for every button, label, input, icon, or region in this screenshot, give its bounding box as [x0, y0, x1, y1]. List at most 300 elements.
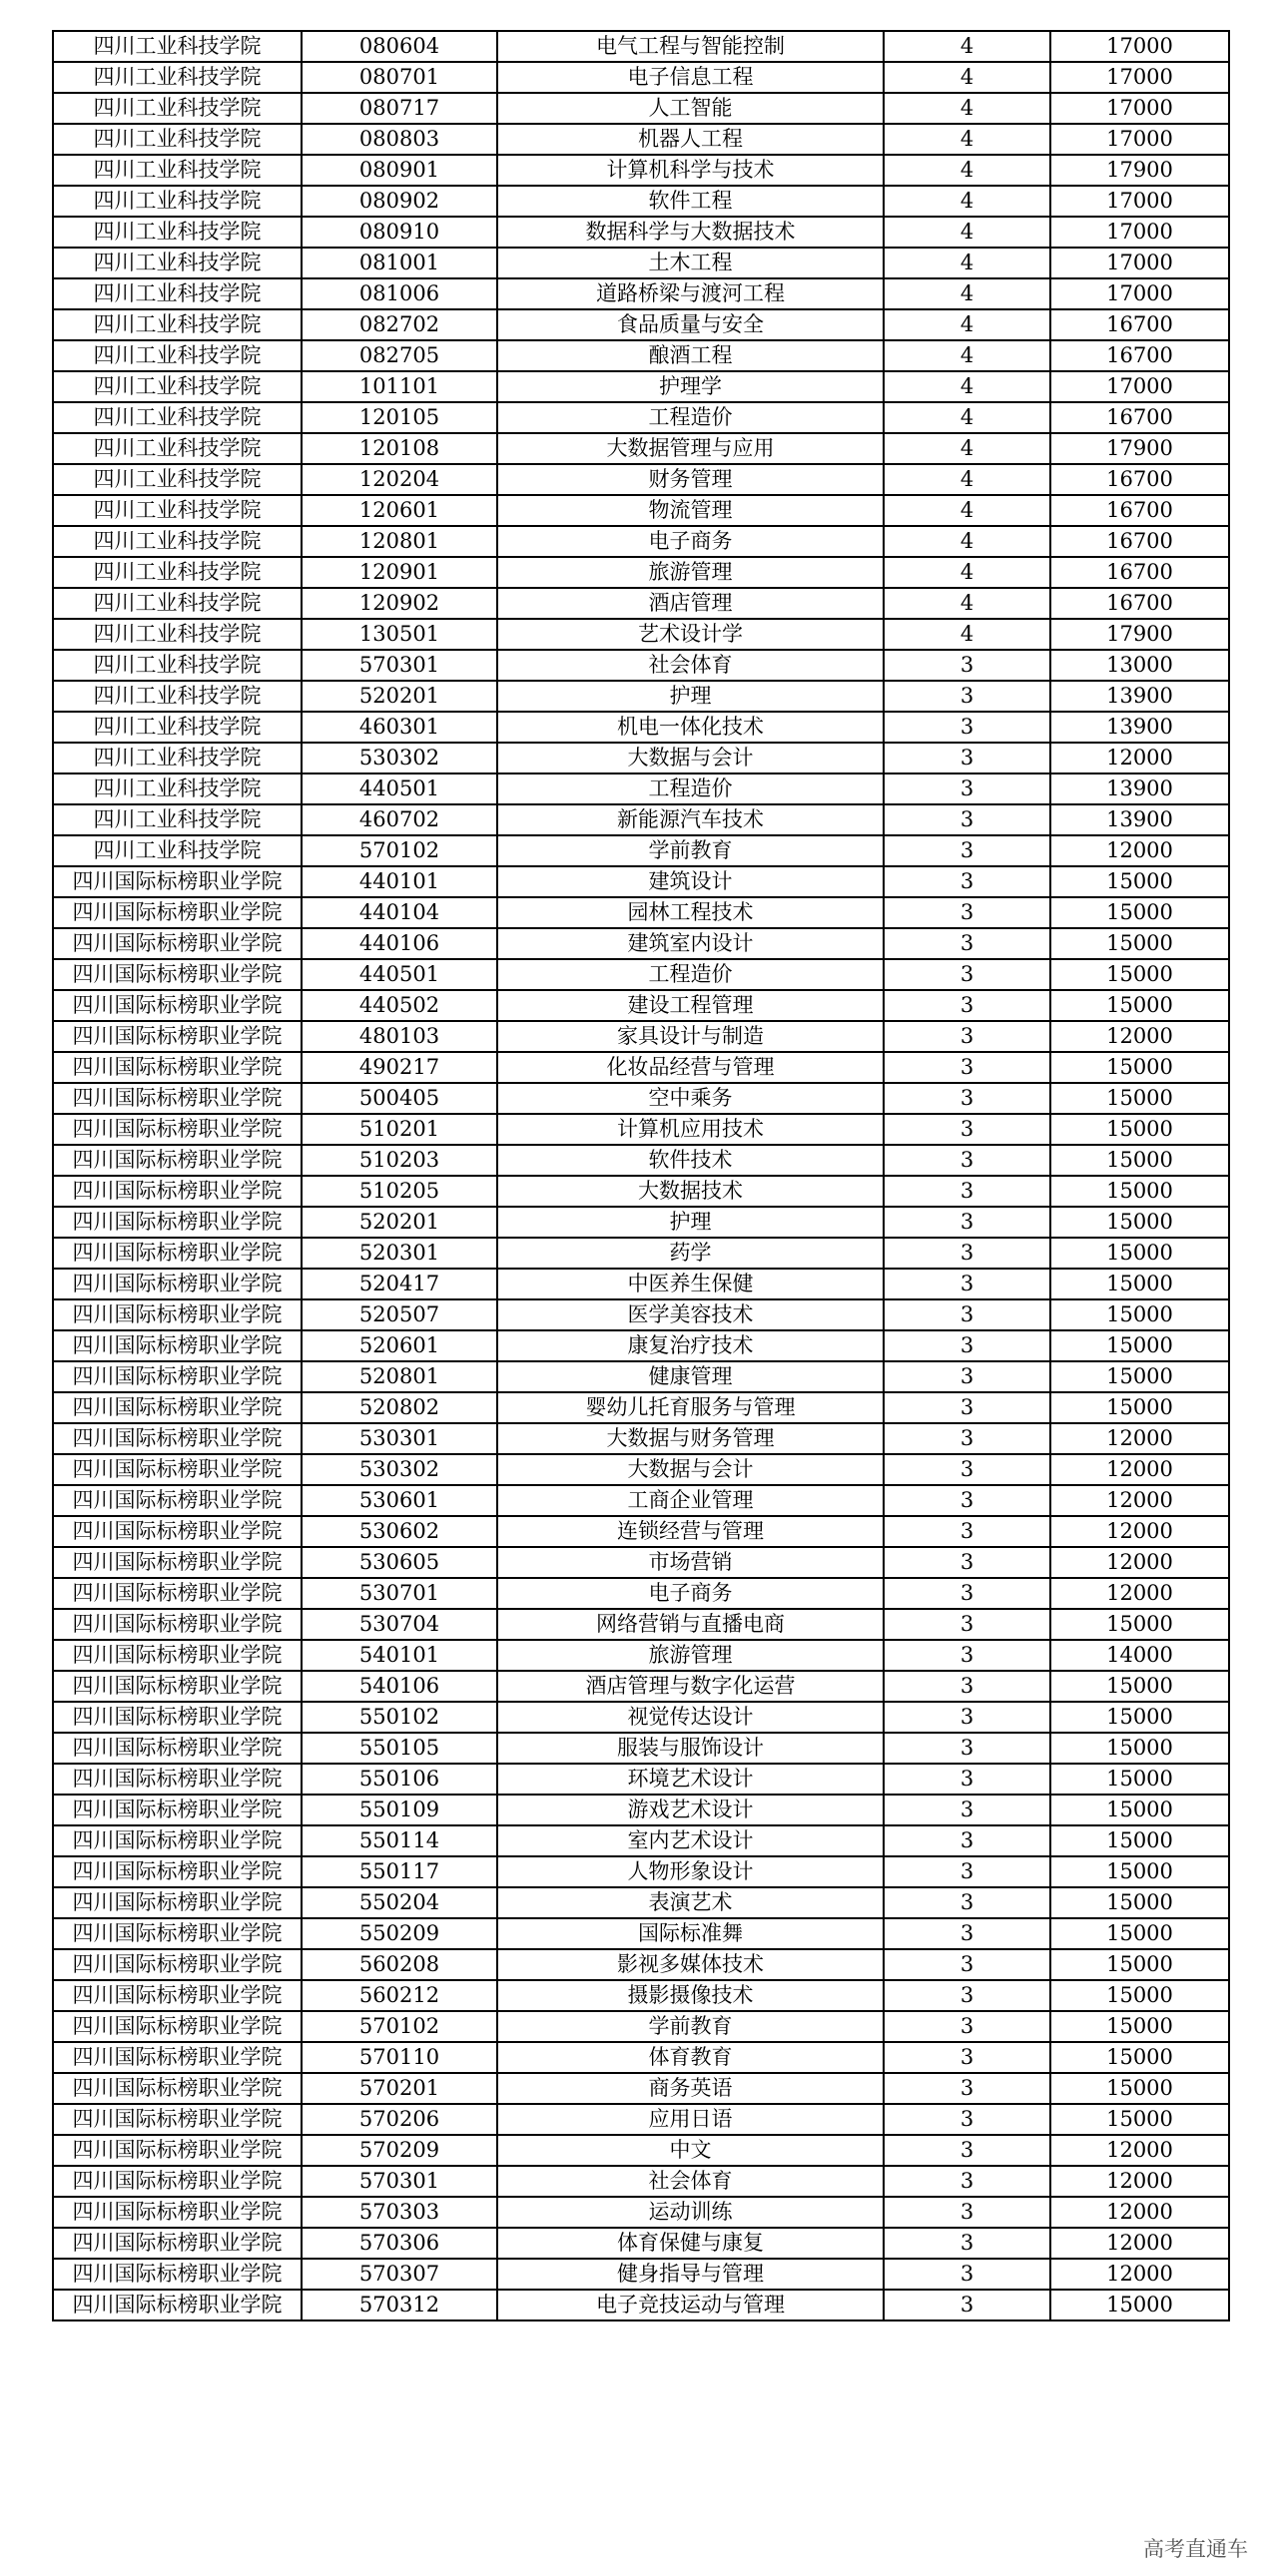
watermark-text: 高考直通车 [1143, 2537, 1248, 2561]
major-code-cell: 440104 [302, 897, 497, 928]
major-name-cell: 大数据技术 [497, 1176, 884, 1207]
tuition-cell: 15000 [1050, 959, 1229, 990]
duration-cell: 3 [884, 2228, 1050, 2259]
major-name-cell: 艺术设计学 [497, 619, 884, 650]
major-name-cell: 社会体育 [497, 650, 884, 681]
school-cell: 四川国际标榜职业学院 [53, 1145, 302, 1176]
school-cell: 四川工业科技学院 [53, 495, 302, 526]
table-row [53, 1361, 1229, 1392]
major-code-cell: 570102 [302, 2011, 497, 2042]
major-name-cell: 婴幼儿托育服务与管理 [497, 1392, 884, 1423]
tuition-cell: 12000 [1050, 743, 1229, 773]
tuition-cell: 12000 [1050, 2197, 1229, 2228]
major-code-cell: 520507 [302, 1299, 497, 1330]
tuition-cell: 15000 [1050, 2290, 1229, 2320]
tuition-cell: 15000 [1050, 1856, 1229, 1887]
major-code-cell: 440101 [302, 866, 497, 897]
tuition-cell: 12000 [1050, 1485, 1229, 1516]
duration-cell: 3 [884, 1454, 1050, 1485]
duration-cell: 3 [884, 928, 1050, 959]
duration-cell: 3 [884, 835, 1050, 866]
table-row [53, 866, 1229, 897]
duration-cell: 4 [884, 278, 1050, 309]
major-code-cell: 520801 [302, 1361, 497, 1392]
major-name-cell: 环境艺术设计 [497, 1764, 884, 1795]
major-name-cell: 电子竞技运动与管理 [497, 2290, 884, 2320]
tuition-cell: 17000 [1050, 186, 1229, 217]
duration-cell: 3 [884, 2290, 1050, 2320]
duration-cell: 3 [884, 743, 1050, 773]
major-code-cell: 082705 [302, 340, 497, 371]
duration-cell: 3 [884, 1918, 1050, 1949]
major-code-cell: 550117 [302, 1856, 497, 1887]
major-code-cell: 440501 [302, 959, 497, 990]
school-cell: 四川工业科技学院 [53, 433, 302, 464]
major-code-cell: 570312 [302, 2290, 497, 2320]
tuition-cell: 15000 [1050, 1176, 1229, 1207]
duration-cell: 3 [884, 1671, 1050, 1702]
table-row [53, 1299, 1229, 1330]
tuition-cell: 15000 [1050, 1609, 1229, 1640]
major-name-cell: 旅游管理 [497, 557, 884, 588]
major-name-cell: 数据科学与大数据技术 [497, 217, 884, 248]
tuition-cell: 15000 [1050, 1145, 1229, 1176]
school-cell: 四川国际标榜职业学院 [53, 1547, 302, 1578]
major-name-cell: 工程造价 [497, 402, 884, 433]
duration-cell: 4 [884, 62, 1050, 93]
duration-cell: 3 [884, 1702, 1050, 1733]
tuition-cell: 15000 [1050, 1392, 1229, 1423]
duration-cell: 4 [884, 402, 1050, 433]
table-row [53, 1856, 1229, 1887]
school-cell: 四川国际标榜职业学院 [53, 2259, 302, 2290]
table-row [53, 31, 1229, 62]
major-name-cell: 康复治疗技术 [497, 1330, 884, 1361]
duration-cell: 3 [884, 2042, 1050, 2073]
major-name-cell: 旅游管理 [497, 1640, 884, 1671]
major-name-cell: 人工智能 [497, 93, 884, 124]
school-cell: 四川国际标榜职业学院 [53, 1949, 302, 1980]
major-code-cell: 570206 [302, 2104, 497, 2135]
school-cell: 四川国际标榜职业学院 [53, 1887, 302, 1918]
school-cell: 四川国际标榜职业学院 [53, 1485, 302, 1516]
tuition-cell: 15000 [1050, 2073, 1229, 2104]
major-name-cell: 工商企业管理 [497, 1485, 884, 1516]
duration-cell: 3 [884, 1547, 1050, 1578]
tuition-cell: 15000 [1050, 897, 1229, 928]
major-code-cell: 460301 [302, 712, 497, 743]
major-code-cell: 510201 [302, 1114, 497, 1145]
duration-cell: 4 [884, 309, 1050, 340]
school-cell: 四川国际标榜职业学院 [53, 1671, 302, 1702]
major-name-cell: 中医养生保健 [497, 1269, 884, 1299]
table-row [53, 650, 1229, 681]
school-cell: 四川工业科技学院 [53, 371, 302, 402]
school-cell: 四川工业科技学院 [53, 619, 302, 650]
table-row [53, 1516, 1229, 1547]
major-code-cell: 120108 [302, 433, 497, 464]
table-row [53, 2073, 1229, 2104]
major-name-cell: 财务管理 [497, 464, 884, 495]
tuition-cell: 15000 [1050, 1671, 1229, 1702]
school-cell: 四川国际标榜职业学院 [53, 866, 302, 897]
school-cell: 四川工业科技学院 [53, 217, 302, 248]
major-code-cell: 130501 [302, 619, 497, 650]
tuition-cell: 15000 [1050, 928, 1229, 959]
table-row [53, 402, 1229, 433]
school-cell: 四川国际标榜职业学院 [53, 2197, 302, 2228]
major-code-cell: 550102 [302, 1702, 497, 1733]
duration-cell: 3 [884, 1361, 1050, 1392]
duration-cell: 3 [884, 773, 1050, 804]
major-name-cell: 化妆品经营与管理 [497, 1052, 884, 1083]
school-cell: 四川国际标榜职业学院 [53, 959, 302, 990]
major-code-cell: 510205 [302, 1176, 497, 1207]
table-row [53, 248, 1229, 278]
table-row [53, 1949, 1229, 1980]
major-code-cell: 120902 [302, 588, 497, 619]
table-row [53, 1825, 1229, 1856]
school-cell: 四川工业科技学院 [53, 588, 302, 619]
table-row [53, 124, 1229, 155]
tuition-cell: 13000 [1050, 650, 1229, 681]
table-row [53, 1578, 1229, 1609]
school-cell: 四川工业科技学院 [53, 62, 302, 93]
major-name-cell: 计算机科学与技术 [497, 155, 884, 186]
school-cell: 四川国际标榜职业学院 [53, 1856, 302, 1887]
major-name-cell: 物流管理 [497, 495, 884, 526]
duration-cell: 3 [884, 681, 1050, 712]
duration-cell: 3 [884, 1764, 1050, 1795]
table-row [53, 340, 1229, 371]
table-row [53, 217, 1229, 248]
duration-cell: 3 [884, 712, 1050, 743]
school-cell: 四川国际标榜职业学院 [53, 990, 302, 1021]
table-row [53, 743, 1229, 773]
table-row [53, 1764, 1229, 1795]
major-code-cell: 080701 [302, 62, 497, 93]
tuition-cell: 12000 [1050, 2135, 1229, 2166]
major-code-cell: 570102 [302, 835, 497, 866]
tuition-cell: 15000 [1050, 1702, 1229, 1733]
duration-cell: 4 [884, 124, 1050, 155]
school-cell: 四川国际标榜职业学院 [53, 897, 302, 928]
tuition-cell: 15000 [1050, 1764, 1229, 1795]
table-row [53, 897, 1229, 928]
major-code-cell: 550109 [302, 1795, 497, 1825]
major-name-cell: 学前教育 [497, 835, 884, 866]
duration-cell: 4 [884, 340, 1050, 371]
duration-cell: 4 [884, 371, 1050, 402]
duration-cell: 3 [884, 804, 1050, 835]
table-row [53, 1330, 1229, 1361]
table-row [53, 2197, 1229, 2228]
tuition-cell: 12000 [1050, 1423, 1229, 1454]
school-cell: 四川工业科技学院 [53, 681, 302, 712]
tuition-cell: 12000 [1050, 2166, 1229, 2197]
tuition-cell: 12000 [1050, 1516, 1229, 1547]
duration-cell: 3 [884, 1330, 1050, 1361]
duration-cell: 3 [884, 2166, 1050, 2197]
major-code-cell: 570303 [302, 2197, 497, 2228]
major-code-cell: 570301 [302, 2166, 497, 2197]
duration-cell: 4 [884, 155, 1050, 186]
major-name-cell: 影视多媒体技术 [497, 1949, 884, 1980]
school-cell: 四川工业科技学院 [53, 309, 302, 340]
major-code-cell: 520601 [302, 1330, 497, 1361]
table-row [53, 1640, 1229, 1671]
major-code-cell: 540106 [302, 1671, 497, 1702]
school-cell: 四川工业科技学院 [53, 186, 302, 217]
duration-cell: 3 [884, 1980, 1050, 2011]
major-code-cell: 540101 [302, 1640, 497, 1671]
table-row [53, 2290, 1229, 2320]
major-code-cell: 510203 [302, 1145, 497, 1176]
school-cell: 四川国际标榜职业学院 [53, 2290, 302, 2320]
major-code-cell: 520301 [302, 1238, 497, 1269]
tuition-cell: 15000 [1050, 2011, 1229, 2042]
duration-cell: 3 [884, 1516, 1050, 1547]
table-row [53, 1392, 1229, 1423]
duration-cell: 3 [884, 1176, 1050, 1207]
table-row [53, 1021, 1229, 1052]
major-name-cell: 工程造价 [497, 773, 884, 804]
major-code-cell: 081001 [302, 248, 497, 278]
duration-cell: 3 [884, 866, 1050, 897]
major-name-cell: 医学美容技术 [497, 1299, 884, 1330]
duration-cell: 3 [884, 2104, 1050, 2135]
table-row [53, 2042, 1229, 2073]
major-name-cell: 运动训练 [497, 2197, 884, 2228]
table-row [53, 155, 1229, 186]
tuition-cell: 16700 [1050, 464, 1229, 495]
duration-cell: 3 [884, 2259, 1050, 2290]
major-code-cell: 120901 [302, 557, 497, 588]
major-name-cell: 护理 [497, 681, 884, 712]
table-row [53, 1980, 1229, 2011]
duration-cell: 3 [884, 1640, 1050, 1671]
tuition-cell: 14000 [1050, 1640, 1229, 1671]
table-row [53, 1485, 1229, 1516]
major-name-cell: 大数据管理与应用 [497, 433, 884, 464]
major-name-cell: 护理 [497, 1207, 884, 1238]
duration-cell: 3 [884, 2135, 1050, 2166]
table-row [53, 1052, 1229, 1083]
major-code-cell: 550209 [302, 1918, 497, 1949]
tuition-cell: 17900 [1050, 619, 1229, 650]
table-row [53, 2104, 1229, 2135]
tuition-cell: 15000 [1050, 1299, 1229, 1330]
tuition-cell: 17000 [1050, 124, 1229, 155]
tuition-cell: 15000 [1050, 1238, 1229, 1269]
school-cell: 四川工业科技学院 [53, 402, 302, 433]
tuition-cell: 17000 [1050, 248, 1229, 278]
duration-cell: 3 [884, 1423, 1050, 1454]
school-cell: 四川国际标榜职业学院 [53, 1702, 302, 1733]
table-row [53, 619, 1229, 650]
major-name-cell: 食品质量与安全 [497, 309, 884, 340]
tuition-cell: 17000 [1050, 93, 1229, 124]
major-code-cell: 080902 [302, 186, 497, 217]
duration-cell: 3 [884, 1795, 1050, 1825]
major-code-cell: 550106 [302, 1764, 497, 1795]
duration-cell: 3 [884, 1578, 1050, 1609]
table-row [53, 1423, 1229, 1454]
school-cell: 四川国际标榜职业学院 [53, 2135, 302, 2166]
table-row [53, 681, 1229, 712]
school-cell: 四川国际标榜职业学院 [53, 1299, 302, 1330]
school-cell: 四川国际标榜职业学院 [53, 1733, 302, 1764]
major-name-cell: 市场营销 [497, 1547, 884, 1578]
major-code-cell: 530602 [302, 1516, 497, 1547]
major-name-cell: 健身指导与管理 [497, 2259, 884, 2290]
school-cell: 四川国际标榜职业学院 [53, 1516, 302, 1547]
school-cell: 四川国际标榜职业学院 [53, 1423, 302, 1454]
duration-cell: 3 [884, 1825, 1050, 1856]
duration-cell: 3 [884, 1021, 1050, 1052]
table-row [53, 495, 1229, 526]
major-code-cell: 120601 [302, 495, 497, 526]
table-row [53, 1083, 1229, 1114]
table-row [53, 773, 1229, 804]
tuition-cell: 15000 [1050, 866, 1229, 897]
table-row [53, 1176, 1229, 1207]
major-name-cell: 人物形象设计 [497, 1856, 884, 1887]
major-code-cell: 570306 [302, 2228, 497, 2259]
major-name-cell: 体育保健与康复 [497, 2228, 884, 2259]
major-name-cell: 护理学 [497, 371, 884, 402]
major-name-cell: 计算机应用技术 [497, 1114, 884, 1145]
tuition-cell: 15000 [1050, 1918, 1229, 1949]
major-code-cell: 560208 [302, 1949, 497, 1980]
tuition-cell: 16700 [1050, 557, 1229, 588]
table-row [53, 371, 1229, 402]
duration-cell: 4 [884, 93, 1050, 124]
school-cell: 四川工业科技学院 [53, 557, 302, 588]
major-name-cell: 新能源汽车技术 [497, 804, 884, 835]
duration-cell: 4 [884, 248, 1050, 278]
major-name-cell: 机电一体化技术 [497, 712, 884, 743]
school-cell: 四川国际标榜职业学院 [53, 1578, 302, 1609]
school-cell: 四川国际标榜职业学院 [53, 1795, 302, 1825]
major-name-cell: 体育教育 [497, 2042, 884, 2073]
duration-cell: 4 [884, 526, 1050, 557]
major-name-cell: 家具设计与制造 [497, 1021, 884, 1052]
table-row [53, 712, 1229, 743]
tuition-cell: 12000 [1050, 835, 1229, 866]
duration-cell: 3 [884, 1238, 1050, 1269]
table-row [53, 1795, 1229, 1825]
duration-cell: 3 [884, 1887, 1050, 1918]
major-name-cell: 电子商务 [497, 526, 884, 557]
major-name-cell: 空中乘务 [497, 1083, 884, 1114]
tuition-cell: 15000 [1050, 1207, 1229, 1238]
table-row [53, 1547, 1229, 1578]
table-row [53, 2228, 1229, 2259]
school-cell: 四川国际标榜职业学院 [53, 1454, 302, 1485]
major-name-cell: 软件技术 [497, 1145, 884, 1176]
tuition-cell: 15000 [1050, 1887, 1229, 1918]
school-cell: 四川工业科技学院 [53, 248, 302, 278]
major-code-cell: 080803 [302, 124, 497, 155]
school-cell: 四川国际标榜职业学院 [53, 1330, 302, 1361]
major-code-cell: 480103 [302, 1021, 497, 1052]
table-row [53, 2011, 1229, 2042]
school-cell: 四川国际标榜职业学院 [53, 2073, 302, 2104]
school-cell: 四川工业科技学院 [53, 31, 302, 62]
tuition-cell: 15000 [1050, 1949, 1229, 1980]
table-row [53, 2166, 1229, 2197]
duration-cell: 3 [884, 2073, 1050, 2104]
table-row [53, 1671, 1229, 1702]
major-code-cell: 490217 [302, 1052, 497, 1083]
table-row [53, 93, 1229, 124]
tuition-cell: 13900 [1050, 712, 1229, 743]
major-name-cell: 游戏艺术设计 [497, 1795, 884, 1825]
major-name-cell: 国际标准舞 [497, 1918, 884, 1949]
duration-cell: 4 [884, 186, 1050, 217]
major-name-cell: 软件工程 [497, 186, 884, 217]
table-row [53, 62, 1229, 93]
duration-cell: 4 [884, 31, 1050, 62]
major-name-cell: 网络营销与直播电商 [497, 1609, 884, 1640]
school-cell: 四川工业科技学院 [53, 464, 302, 495]
tuition-cell: 16700 [1050, 402, 1229, 433]
major-name-cell: 药学 [497, 1238, 884, 1269]
duration-cell: 3 [884, 990, 1050, 1021]
tuition-cell: 16700 [1050, 309, 1229, 340]
major-name-cell: 建筑设计 [497, 866, 884, 897]
duration-cell: 3 [884, 1114, 1050, 1145]
major-code-cell: 570301 [302, 650, 497, 681]
school-cell: 四川工业科技学院 [53, 93, 302, 124]
table-row [53, 959, 1229, 990]
table-row [53, 526, 1229, 557]
tuition-cell: 13900 [1050, 681, 1229, 712]
school-cell: 四川工业科技学院 [53, 278, 302, 309]
table-row [53, 1145, 1229, 1176]
table-row [53, 2259, 1229, 2290]
duration-cell: 4 [884, 217, 1050, 248]
tuition-cell: 16700 [1050, 526, 1229, 557]
table-row [53, 309, 1229, 340]
major-name-cell: 酒店管理与数字化运营 [497, 1671, 884, 1702]
duration-cell: 3 [884, 2011, 1050, 2042]
duration-cell: 3 [884, 650, 1050, 681]
table-row [53, 557, 1229, 588]
major-name-cell: 电气工程与智能控制 [497, 31, 884, 62]
major-name-cell: 机器人工程 [497, 124, 884, 155]
major-name-cell: 摄影摄像技术 [497, 1980, 884, 2011]
major-code-cell: 440502 [302, 990, 497, 1021]
table-row [53, 928, 1229, 959]
table-row [53, 990, 1229, 1021]
school-cell: 四川工业科技学院 [53, 526, 302, 557]
duration-cell: 4 [884, 619, 1050, 650]
table-row [53, 835, 1229, 866]
major-name-cell: 园林工程技术 [497, 897, 884, 928]
tuition-cell: 15000 [1050, 1361, 1229, 1392]
table-row [53, 1887, 1229, 1918]
tuition-cell: 15000 [1050, 1269, 1229, 1299]
tuition-cell: 17000 [1050, 31, 1229, 62]
tuition-cell: 17000 [1050, 371, 1229, 402]
table-row [53, 278, 1229, 309]
major-code-cell: 082702 [302, 309, 497, 340]
major-name-cell: 服装与服饰设计 [497, 1733, 884, 1764]
major-name-cell: 连锁经营与管理 [497, 1516, 884, 1547]
tuition-cell: 15000 [1050, 990, 1229, 1021]
